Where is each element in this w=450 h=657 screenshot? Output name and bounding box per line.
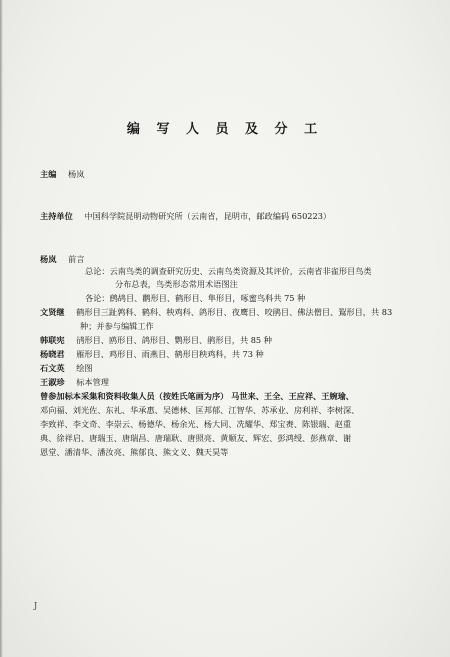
participants-line-1: 曾参加标本采集和资料收集人员（按姓氏笔画为序） 马世来、王全、王应祥、王婉瑜、 [40,391,354,401]
wang-row [40,377,109,387]
yanglan-line-2: 总论：云南鸟类的调查研究历史、云南鸟类资源及其评价，云南省非雀形目鸟类 [85,266,372,276]
participants-line-3: 李致祥、李文奇、李崇云、杨德华、杨余光、杨大同、冼耀华、郑宝赉、陈银瑞、赵重 [40,419,352,429]
shi-row [40,363,93,373]
wang-text: 标本管理 [76,377,109,387]
shi-label: 石文英 [40,363,65,373]
participants-line-5: 恩堂、潘清华、潘汝亮、熊郁良、熊文义、魏天昊等 [40,447,229,457]
yangxj-text: 雁形目、鸡形目、雨燕目、鹤形目秧鸡科，共 73 种 [76,349,264,359]
participants-line-4: 典、徐祥启、唐瑞玉、唐瑞昌、唐瑞耿、唐照亮、黄顺友、辉宏、彭鸿绶、彭燕章、谢 [40,433,352,443]
scan-edge-shadow [0,0,3,657]
han-row [40,335,272,345]
editor-name: 杨岚 [68,169,85,179]
wen-line-2: 种；并参与编辑工作 [80,321,154,331]
yanglan-label: 杨岚 [40,254,57,264]
wang-label: 王淑珍 [40,377,65,387]
wen-row-1 [40,307,392,317]
host-row [40,211,331,221]
editor-label: 主编 [40,169,57,179]
han-label: 韩联宪 [40,335,65,345]
yanglan-line-1: 前言 [68,254,85,264]
yanglan-row-1 [40,254,84,264]
shi-text: 绘图 [76,363,93,373]
yanglan-line-4: 各论：鹧鸪目、鹳形目、鹤形目、隼形目，啄蜜鸟科共 75 种 [85,293,306,303]
han-text: 鸻形目、鸥形目、鸽形目、鹦形目、鹃形目，共 85 种 [76,335,272,345]
yangxj-row [40,349,264,359]
participants-line-2: 邓向福、刘光佐、东礼、华承惠、吴德林、匡邦郁、江智华、苏承业、房利祥、李树深、 [40,405,360,415]
yangxj-label: 杨晓君 [40,349,65,359]
wen-line-1: 鹤形目三趾鹑科、鹤科、秧鸡科、鸽形目、夜鹰目、咬鹃目、佛法僧目、鴷形目，共 83 [76,307,393,317]
wen-label: 文贤继 [40,307,65,317]
page-title: 编 写 人 员 及 分 工 [126,122,324,137]
host-label: 主持单位 [40,211,73,221]
yanglan-line-3: 分布总表，鸟类形态常用术语图注 [115,279,238,289]
editor-row [40,169,84,179]
host-text: 中国科学院昆明动物研究所（云南省，昆明市，邮政编码 650223） [84,211,332,221]
footer-mark: J [34,601,38,610]
